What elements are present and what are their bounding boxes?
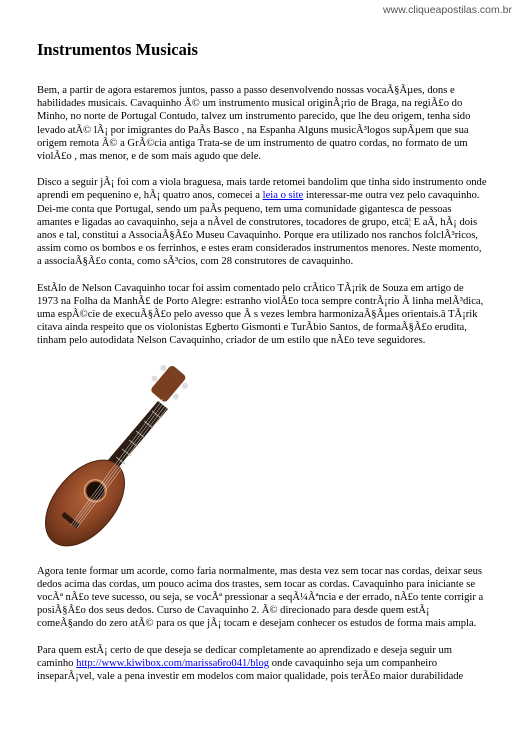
- paragraph-3: EstÃlo de Nelson Cavaquinho tocar foi assim comentado pelo crÃtico TÃ¡rik de Souza em artigo de 1973 na Folha da ManhÃ£ de Porto Alegre: estranho violÃ£o toca sempre contrÃ¡rio Ã linha melÃ³dica, uma espÃ©cie de execuÃ§Ã£o pelo avesso que Ã s vezes lembra harmonizaÃ§Ãµes orientais.â TÃ¡rik citava ainda respeito que os violonistas Egberto Gismonti e TurÃbio Santos, de formaÃ§Ã£o erudita, tinham pelo autodidata Nelson Cavaquinho, criador de um estilo que nÃ£o teve seguidores.: [37, 282, 484, 347]
- ukulele-headstock: [144, 361, 192, 408]
- site-url: www.cliqueapostilas.com.br: [383, 4, 512, 16]
- leia-o-site-link[interactable]: leia o site: [262, 190, 304, 202]
- article-body: [37, 84, 487, 696]
- paragraph-5-text-b: onde cavaquinho seja um companheiro inseparÃ¡vel, vale a pena investir em modelos com maior qualidade, pois terÃ£o maior durabilidade: [37, 657, 464, 683]
- paragraph-2-text-b: interessar-me outra vez pelo cavaquinho. Dei-me conta que Portugal, sendo um paÃs pequeno, tem uma comunidade gigantesca de pessoas amantes e ligadas ao cavaquinho, seja a nÃvel de construtores, tocadores de grupo, etcâ¦ E aÃ, hÃ¡ dois anos e tal, constitui a AssociaÃ§Ã£o Museu Cavaquinho. Porque era utilizado nos ranchos folclÃ³ricos, assim como os bombos e os ferrinhos, e estes eram considerados instrumentos menores. Neste momento, a associaÃ§Ã£o conta, como sÃ³cios, com 28 construtores de cavaquinho.: [37, 190, 482, 268]
- paragraph-2: [37, 176, 487, 268]
- paragraph-2-text-a: Disco a seguir jÃ¡ foi com a viola braguesa, mais tarde retomei bandolim que tinha sido instrumento onde aprendi em pequenino e, hÃ¡ quatro anos, comecei a: [37, 177, 487, 202]
- paragraph-5-text-a: Para quem estÃ¡ certo de que deseja se dedicar completamente ao aprendizado e deseja seguir um caminho: [37, 644, 453, 669]
- paragraph-4: Agora tente formar um acorde, como faria normalmente, mas desta vez sem tocar nas cordas, deixar seus dedos acima das cordas, um pouco acima dos trastes, sem tocar as cordas. Cavaquinho para iniciante se vocÃª nÃ£o teve sucesso, ou seja, se vocÃª pressionar a seqÃ¼Ãªncia e der errado, nÃ£o tente corrigir a posiÃ§Ã£o dos seus dedos. Curso de Cavaquinho 2. Ã© direcionado para desde quem estÃ¡ comeÃ§ando do zero atÃ© para os que jÃ¡ tocam e desejam conhecer os estudos de forma mais ampla.: [37, 565, 484, 630]
- ukulele-image: [37, 361, 197, 553]
- paragraph-1: Bem, a partir de agora estaremos juntos, passo a passo desenvolvendo nossas vocaÃ§Ãµes, dons e habilidades musicais. Cavaquinho Ã© um instrumento musical originÃ¡rio de Braga, na regiÃ£o do Minho, no norte de Portugal Contudo, talvez um instrumento parecido, que lhe deu origem, tenha sido levado atÃ© lÃ¡ por imigrantes do PaÃs Basco , na Espanha Alguns musicÃ³logos supÃµem que sua origem remota Ã© a GrÃ©cia antiga Trata-se de um instrumento de quatro cordas, no formato de um violÃ£o , mas menor, e de som mais agudo que dele.: [37, 85, 471, 163]
- page-title: Instrumentos Musicais: [37, 40, 198, 59]
- kiwibox-blog-link[interactable]: http://www.kiwibox.com/marissa6ro041/blog: [76, 657, 270, 669]
- ukulele-body: [37, 445, 140, 553]
- paragraph-5: [37, 644, 487, 684]
